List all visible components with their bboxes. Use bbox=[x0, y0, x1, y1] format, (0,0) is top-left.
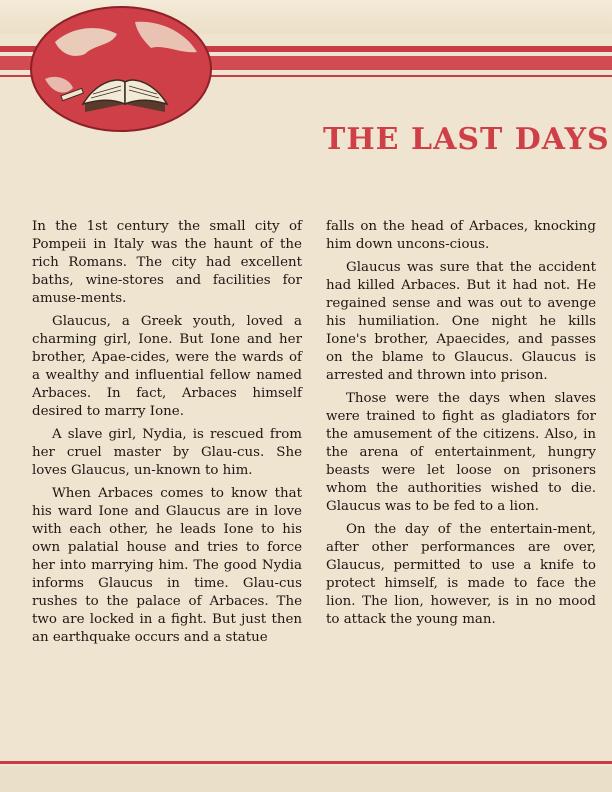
paragraph: Glaucus, a Greek youth, loved a charming girl, Ione. But Ione and her brother, Apae-cides, were the wards of a wealthy and influential fellow named Arbaces. In fact, Arbaces himself desired to marry Ione. bbox=[32, 314, 302, 419]
article-body bbox=[32, 218, 597, 652]
page-title: THE LAST DAYS bbox=[323, 122, 610, 157]
paragraph: Those were the days when slaves were trained to fight as gladiators for the amusement of the citizens. Also, in the arena of entertainment, hungry beasts were let loose on prisoners whom the authorities wished to die. Glaucus was to be fed to a lion. bbox=[326, 391, 596, 514]
paragraph: falls on the head of Arbaces, knocking him down uncons-cious. bbox=[326, 219, 596, 252]
paragraph: Glaucus was sure that the accident had killed Arbaces. But it had not. He regained sense and was out to avenge his humiliation. One night he kills Ione's brother, Apaecides, and passes on the blame to Glaucus. Glaucus is arrested and thrown into prison. bbox=[326, 260, 596, 383]
paragraph: When Arbaces comes to know that his ward Ione and Glaucus are in love with each other, he leads Ione to his own palatial house and tries to force her into marrying him. The good Nydia informs Glaucus in time. Glau-cus rushes to the palace of Arbaces. The two are locked in a fight. But just then an earthquake occurs and a statue bbox=[32, 486, 302, 645]
footer-rule bbox=[0, 761, 612, 764]
article-column-right bbox=[326, 218, 596, 652]
globe-open-book-icon bbox=[25, 4, 225, 134]
paragraph: A slave girl, Nydia, is rescued from her cruel master by Glau-cus. She loves Glaucus, un-known to him. bbox=[32, 427, 302, 478]
paragraph: On the day of the entertain-ment, after other performances are over, Glaucus, permitted to use a knife to protect himself, is made to face the lion. The lion, however, is in no mood to attack the young man. bbox=[326, 522, 596, 627]
bottom-paper-band bbox=[0, 766, 612, 792]
paragraph: In the 1st century the small city of Pompeii in Italy was the haunt of the rich Romans. The city had excellent baths, wine-stores and facilities for amuse-ments. bbox=[32, 219, 302, 306]
article-column-left bbox=[32, 218, 302, 652]
